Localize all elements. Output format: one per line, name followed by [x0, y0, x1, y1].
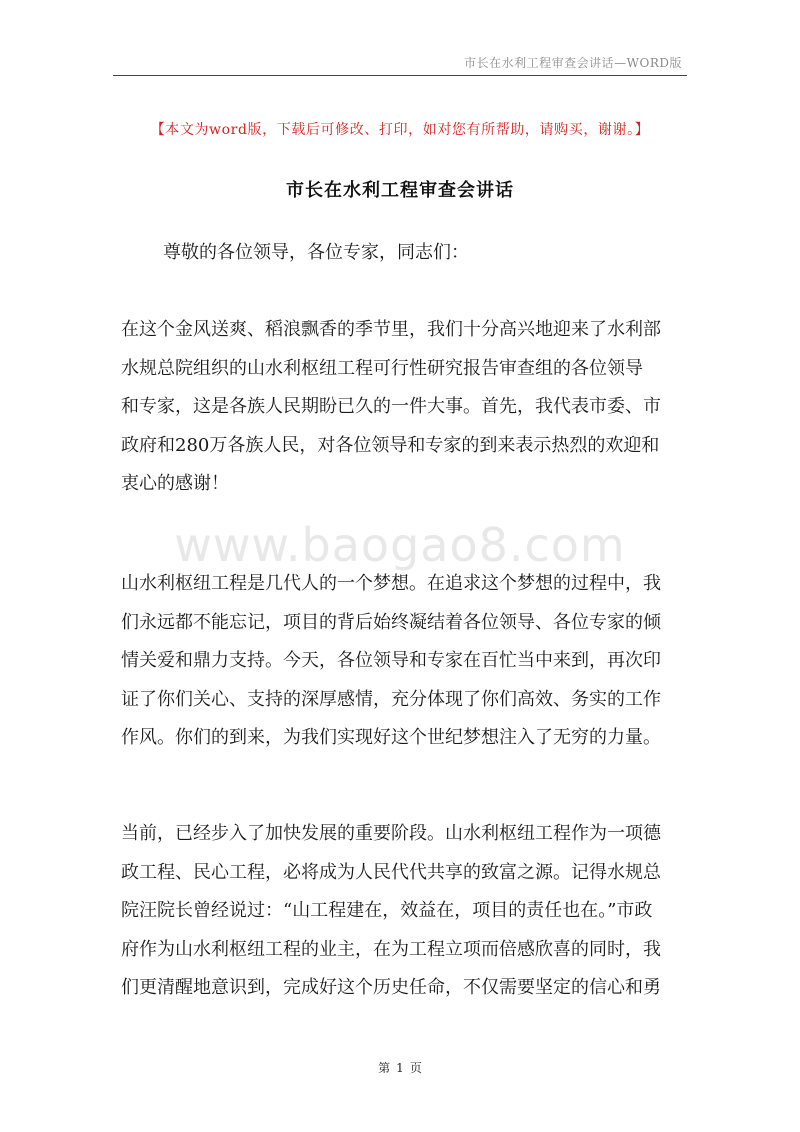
- text-line: 府作为山水利枢纽工程的业主，在为工程立项而倍感欣喜的同时，我: [121, 938, 661, 960]
- page-number: 1: [396, 1061, 404, 1075]
- paragraph-3: [121, 815, 687, 1008]
- text-line: 山水利枢纽工程是几代人的一个梦想。在追求这个梦想的过程中，我: [121, 573, 661, 594]
- header-divider: [113, 75, 687, 76]
- text-line: 们永远都不能忘记，项目的背后始终凝结着各位领导、各位专家的倾: [121, 611, 661, 633]
- text-line: 院汪院长曾经说过：“山工程建在，效益在，项目的责任也在。”市政: [121, 900, 653, 921]
- text-line: 证了你们关心、支持的深厚感情，充分体现了你们高效、务实的工作: [121, 688, 661, 710]
- text-line: 作风。你们的到来，为我们实现好这个世纪梦想注入了无穷的力量。: [121, 727, 661, 748]
- watermark: www.baogao8.com: [174, 518, 626, 572]
- salutation: 尊敬的各位领导，各位专家，同志们：: [163, 242, 469, 263]
- text-line: 和专家，这是各族人民期盼已久的一件大事。首先，我代表市委、市: [121, 396, 661, 417]
- page-prefix: 第: [378, 1061, 391, 1075]
- text-line: 政府和280万各族人民，对各位领导和专家的到来表示热烈的欢迎和: [121, 434, 660, 456]
- text-line: 当前，已经步入了加快发展的重要阶段。山水利枢纽工程作为一项德: [121, 823, 661, 844]
- paragraph-1: [121, 311, 687, 504]
- text-line: 们更清醒地意识到，完成好这个历史任命，不仅需要坚定的信心和勇: [121, 977, 661, 998]
- text-line: 水规总院组织的山水利枢纽工程可行性研究报告审查组的各位领导: [121, 357, 643, 379]
- page-footer: [0, 1059, 800, 1076]
- text-line: 在这个金风送爽、稻浪飘香的季节里，我们十分高兴地迎来了水利部: [121, 319, 661, 340]
- download-notice: 【本文为word版，下载后可修改、打印，如对您有所帮助，请购买，谢谢。】: [150, 122, 650, 138]
- page-suffix: 页: [409, 1061, 422, 1075]
- text-line: 情关爱和鼎力支持。今天，各位领导和专家在百忙当中来到，再次印: [121, 650, 661, 671]
- running-header: 市长在水利工程审查会讲话—WORD版: [464, 56, 682, 70]
- text-line: 衷心的感谢！: [121, 473, 229, 494]
- paragraph-2: [121, 565, 687, 758]
- text-line: 政工程、民心工程，必将成为人民代代共享的致富之源。记得水规总: [121, 861, 661, 883]
- document-title: 市长在水利工程审查会讲话: [286, 180, 514, 201]
